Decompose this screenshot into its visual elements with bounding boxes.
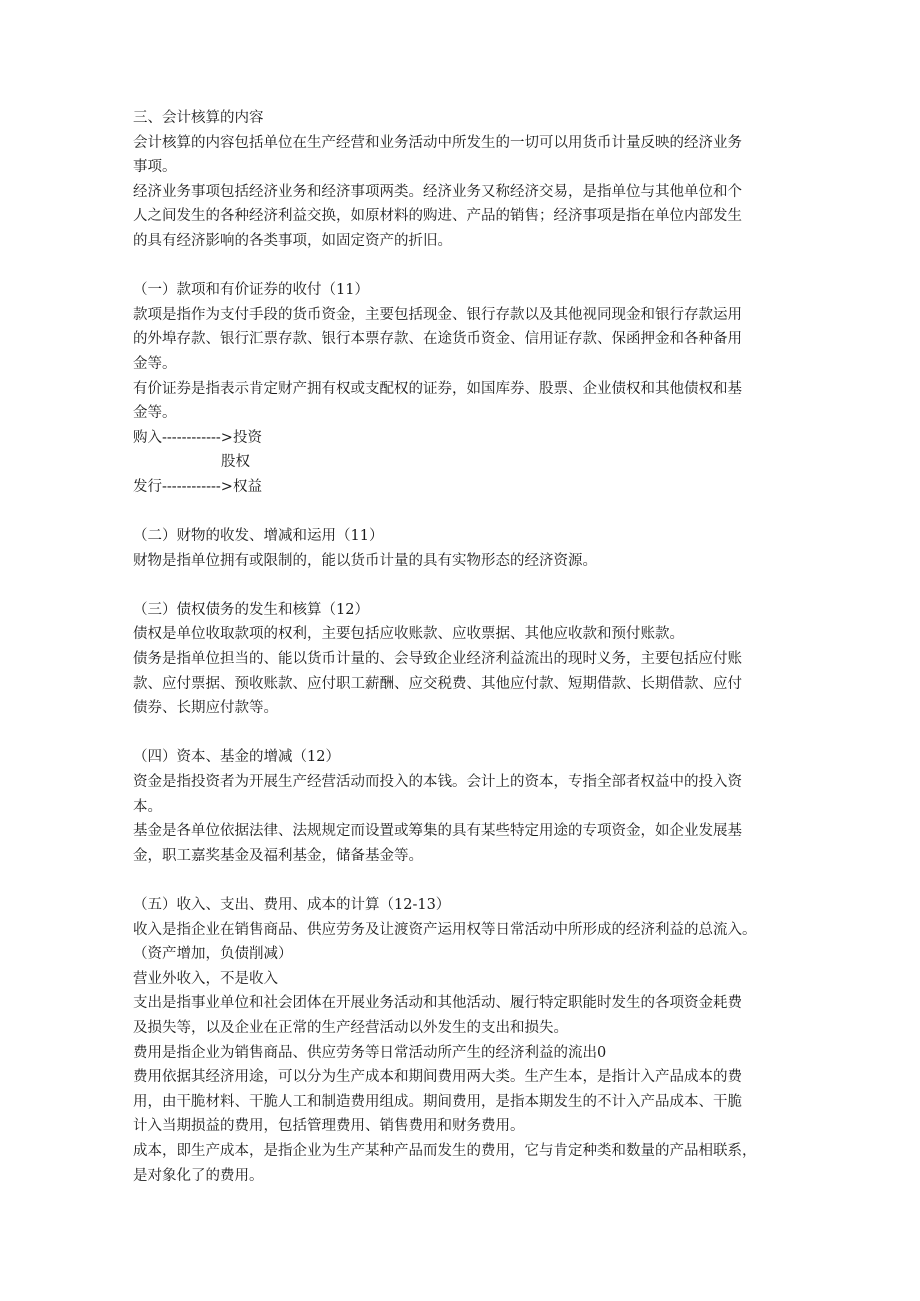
subsection-heading: （二）财物的收发、增减和运用（11） [133, 528, 384, 545]
paragraph-line: 财物是指单位拥有或限制的，能以货币计量的具有实物形态的经济资源。 [133, 552, 597, 569]
blank-line [133, 721, 793, 746]
flow-line-issue: 发行------------>权益 [133, 478, 262, 495]
paragraph-line: 债务是指单位担当的、能以货币计量的、会导致企业经济利益流出的现时义务，主要包括应付账 [133, 651, 742, 668]
paragraph-line: 营业外收入，不是收入 [133, 970, 278, 987]
document-body [133, 106, 793, 1188]
paragraph-line: 有价证券是指表示肯定财产拥有权或支配权的证券，如国库券、股票、企业债权和其他债权和基 [133, 380, 742, 397]
section-heading: 三、会计核算的内容 [133, 110, 264, 126]
blank-line [133, 500, 793, 525]
paragraph-line: 金等。 [133, 355, 177, 372]
paragraph-line: 收入是指企业在销售商品、供应劳务及让渡资产运用权等日常活动中所形成的经济利益的总流入。 [133, 921, 757, 938]
paragraph-line: 款、应付票据、预收账款、应付职工薪酬、应交税费、其他应付款、短期借款、长期借款、应付 [133, 675, 742, 692]
blank-line [133, 254, 793, 279]
paragraph-line: 的外埠存款、银行汇票存款、银行本票存款、在途货币资金、信用证存款、保函押金和各种备用 [133, 331, 742, 348]
paragraph-line: 债券、长期应付款等。 [133, 700, 278, 717]
subsection-heading: （一）款项和有价证券的收付（11） [133, 282, 369, 299]
paragraph-line: 债权是单位收取款项的权利，主要包括应收账款、应收票据、其他应收款和预付账款。 [133, 626, 684, 643]
paragraph-line: 款项是指作为支付手段的货币资金，主要包括现金、银行存款以及其他视同现金和银行存款运用 [133, 306, 742, 323]
paragraph-line: 及损失等，以及企业在正常的生产经营活动以外发生的支出和损失。 [133, 1019, 568, 1036]
flow-line-purchase: 购入------------>投资 [133, 429, 262, 446]
paragraph-line: （资产增加，负债削减） [133, 946, 293, 963]
subsection-heading: （五）收入、支出、费用、成本的计算（12-13） [133, 897, 451, 913]
paragraph-line: 是对象化了的费用。 [133, 1167, 264, 1184]
paragraph-line: 支出是指事业单位和社会团体在开展业务活动和其他活动、履行特定职能时发生的各项资金耗费 [133, 995, 742, 1012]
paragraph-line: 费用是指企业为销售商品、供应劳务等日常活动所产生的经济利益的流出0 [133, 1044, 607, 1061]
paragraph-line: 用，由干脆材料、干脆人工和制造费用组成。期间费用，是指本期发生的不计入产品成本、干脆 [133, 1093, 742, 1110]
paragraph-line: 金，职工嘉奖基金及福利基金，储备基金等。 [133, 847, 423, 864]
paragraph-line: 人之间发生的各种经济利益交换，如原材料的购进、产品的销售；经济事项是指在单位内部发生 [133, 208, 742, 225]
paragraph-line: 成本，即生产成本，是指企业为生产某种产品而发生的费用，它与肯定种类和数量的产品相联系， [133, 1142, 757, 1159]
blank-line [133, 573, 793, 598]
paragraph-line: 费用依据其经济用途，可以分为生产成本和期间费用两大类。生产生本，是指计入产品成本的费 [133, 1069, 742, 1086]
paragraph-line: 资金是指投资者为开展生产经营活动而投入的本钱。会计上的资本，专指全部者权益中的投入资 [133, 774, 742, 791]
flow-label-shares: 股权 [221, 454, 250, 471]
paragraph-line: 基金是各单位依据法律、法规规定而设置或筹集的具有某些特定用途的专项资金，如企业发展基 [133, 823, 742, 840]
paragraph-line: 经济业务事项包括经济业务和经济事项两类。经济业务又称经济交易，是指单位与其他单位和个 [133, 183, 742, 200]
paragraph-line: 的具有经济影响的各类事项，如固定资产的折旧。 [133, 232, 452, 249]
paragraph-line: 计入当期损益的费用，包括管理费用、销售费用和财务费用。 [133, 1118, 525, 1135]
paragraph-line: 本。 [133, 798, 162, 815]
subsection-heading: （四）资本、基金的增减（12） [133, 749, 340, 766]
paragraph-line: 金等。 [133, 405, 177, 422]
blank-line [133, 868, 793, 893]
paragraph-line: 会计核算的内容包括单位在生产经营和业务活动中所发生的一切可以用货币计量反映的经济业务 [133, 134, 742, 151]
paragraph-line: 事项。 [133, 159, 177, 176]
subsection-heading: （三）债权债务的发生和核算（12） [133, 601, 369, 618]
